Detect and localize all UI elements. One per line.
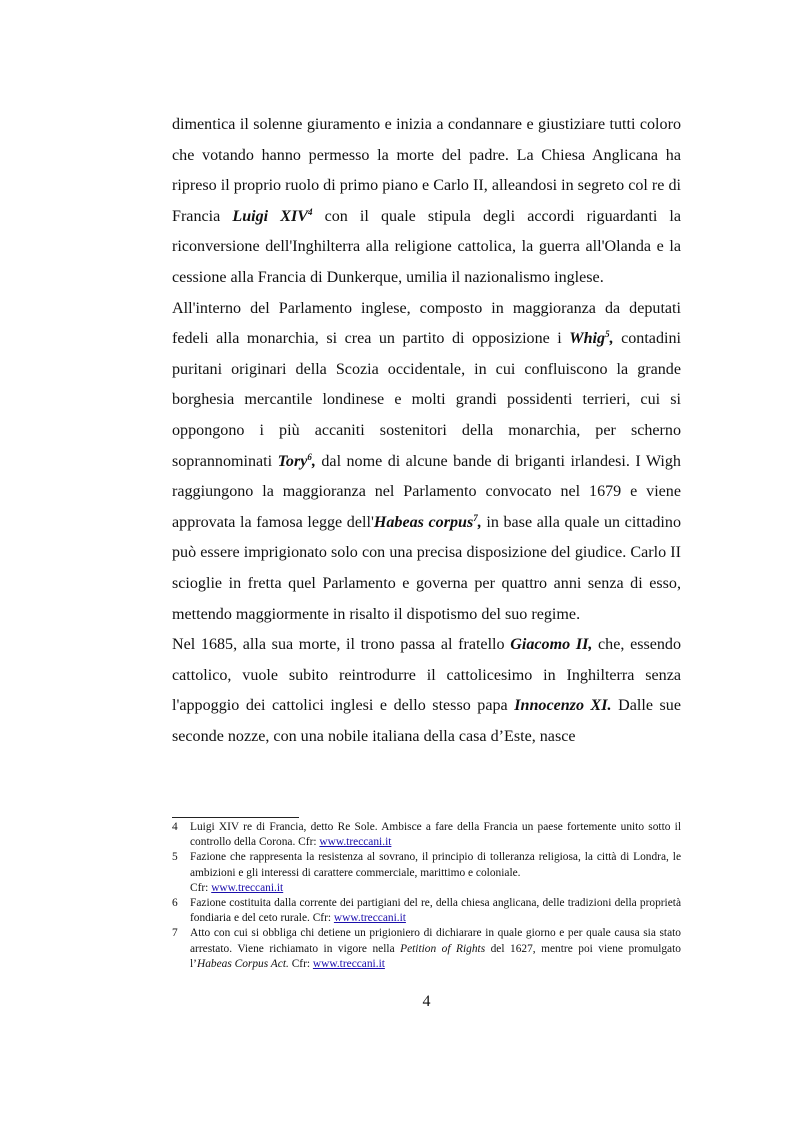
footnote-text: Cfr:: [190, 881, 212, 894]
text-run: ,: [609, 330, 614, 348]
footnote-ref-7[interactable]: 7: [473, 512, 478, 523]
title-petition-of-rights: Petition of Rights: [400, 942, 486, 955]
name-giacomo-ii: Giacomo II,: [510, 636, 593, 654]
footnote-ref-5[interactable]: 5: [605, 329, 610, 340]
paragraph: [172, 630, 681, 752]
footnote-ref-4[interactable]: 4: [307, 206, 313, 217]
term-tory: Tory: [277, 452, 308, 470]
term-habeas-corpus: Habeas corpus: [373, 513, 474, 531]
footnote-text: del 1627, mentre poi viene promulgato l’: [190, 942, 681, 970]
term-whig: Whig: [569, 330, 606, 348]
footnote-text: Fazione costituita dalla corrente dei partigiani del re, della chiesa anglicana, delle tradizioni della proprietà fondiaria e del ceto rurale. Cfr:: [190, 897, 681, 925]
text-run: che, essendo cattolico, vuole subito reintrodurre il cattolicesimo in Inghilterra senza l'appoggio dei cattolici inglesi e dello stesso papa: [172, 636, 682, 715]
footnote-ref-6[interactable]: 6: [307, 451, 312, 462]
name-innocenzo-xi: Innocenzo XI.: [514, 697, 612, 715]
footnote-number: 6: [172, 897, 178, 910]
text-run: All'interno del Parlamento inglese, composto in maggioranza da deputati fedeli alla monarchia, si crea un partito di opposizione i: [172, 299, 681, 348]
treccani-link[interactable]: www.treccani.it: [319, 836, 392, 849]
footnote-text: Atto con cui si obbliga chi detiene un prigioniero di dichiarare in quale giorno e per quale causa sia stato arrestato. Viene richiamato in vigore nella: [190, 927, 681, 955]
footnote-text: Fazione che rappresenta la resistenza al sovrano, il principio di tolleranza religiosa, la città di Londra, le ambizioni e gli interessi di carattere commerciale, marittimo e coloniale.: [190, 851, 681, 879]
footnote-text: Luigi XIV re di Francia, detto Re Sole. Ambisce a fare della Francia un paese fortemente unito sotto il controllo della Corona. Cfr:: [190, 821, 681, 849]
name-luigi-xiv: Luigi XIV: [232, 207, 308, 225]
footnote-5: [172, 850, 681, 896]
text-run: dal nome di alcune bande di briganti irlandesi. I Wigh raggiungono la maggioranza nel Parlamento convocato nel 1679 e viene approvata la famosa legge dell': [172, 452, 681, 531]
footnote-number: 7: [172, 927, 178, 940]
footnote-number: 5: [172, 851, 178, 864]
text-run: dimentica il solenne giuramento e inizia a condannare e giustiziare tutti coloro che votando hanno permesso la morte del padre. La Chiesa Anglicana ha ripreso il proprio ruolo di primo piano e Carlo II, alleandosi in segreto col re di Francia: [172, 116, 681, 225]
footnote-number: 4: [172, 821, 178, 833]
text-run: Nel 1685, alla sua morte, il trono passa al fratello: [172, 636, 511, 654]
treccani-link[interactable]: www.treccani.it: [333, 912, 406, 925]
footnote-separator: [172, 817, 299, 818]
text-run: ,: [311, 452, 316, 470]
title-habeas-corpus-act: Habeas Corpus Act.: [196, 957, 289, 970]
footnote-7: [172, 926, 681, 972]
footnote-4: [172, 820, 681, 850]
paragraph: [172, 294, 681, 631]
footnote-6: [172, 896, 681, 926]
treccani-link[interactable]: www.treccani.it: [312, 957, 385, 970]
footnotes: [172, 820, 681, 972]
text-run: ,: [477, 513, 482, 531]
paragraph: [172, 110, 681, 294]
treccani-link[interactable]: www.treccani.it: [211, 881, 284, 894]
text-run: in base alla quale un cittadino può essere imprigionato solo con una precisa disposizione del giudice. Carlo II scioglie in fretta quel Parlamento e governa per quattro anni senza di esso, mettendo maggiormente in risalto il dispotismo del suo regime.: [172, 513, 681, 623]
text-run: Dalle sue seconde nozze, con una nobile italiana della casa d’Este, nasce: [172, 697, 681, 745]
body-text: [172, 110, 681, 752]
page-number: 4: [422, 993, 431, 1010]
text-run: contadini puritani originari della Scozia occidentale, in cui confluiscono la grande borghesia mercantile londinese e molti grandi possidenti terrieri, cui si oppongono i più accaniti sostenitori della monarchia, per scherno soprannominati: [172, 330, 681, 470]
footnote-text: Cfr:: [288, 957, 313, 970]
text-run: con il quale stipula degli accordi riguardanti la riconversione dell'Inghilterra alla religione cattolica, la guerra all'Olanda e la cessione alla Francia di Dunkerque, umilia il nazionalismo inglese.: [172, 207, 682, 286]
